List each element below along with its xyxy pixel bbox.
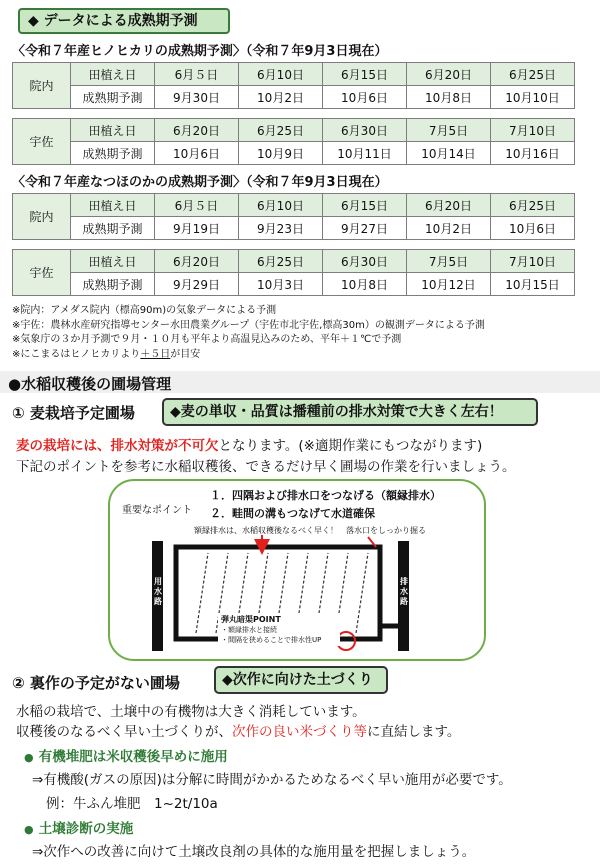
mole-drain-title: 弾丸暗渠POINT	[221, 615, 281, 624]
maturity-date: 10月2日	[407, 217, 491, 240]
planting-date: 6月15日	[323, 63, 407, 86]
planting-date: 6月30日	[323, 250, 407, 273]
section2-title: ② 裏作の予定がない圃場	[12, 674, 180, 692]
planting-date: 6月10日	[239, 194, 323, 217]
row-label: 成熟期予測	[71, 142, 155, 165]
planting-date: 6月20日	[155, 119, 239, 142]
maturity-date: 10月11日	[323, 142, 407, 165]
hinohikari-heading: 〈令和７年産ヒノヒカリの成熟期予測〉（令和７年9月3日現在）	[12, 44, 388, 59]
planting-date: 6月20日	[155, 250, 239, 273]
section1-line1	[16, 434, 482, 454]
hinohikari-usa-table	[12, 118, 575, 165]
planting-date: 6月15日	[323, 194, 407, 217]
planting-date: 6月５日	[155, 194, 239, 217]
section2-line2-post: に直結します。	[367, 724, 461, 740]
key-point-1: １．四隅および排水口をつなげる（額縁排水）	[210, 489, 441, 502]
maturity-date: 10月2日	[239, 86, 323, 109]
bullet-2-heading: 土壌診断の実施	[38, 821, 134, 837]
section1-callout: ◆麦の単収・品質は播種前の排水対策で大きく左右！	[162, 398, 538, 426]
maturity-date: 10月6日	[491, 217, 575, 240]
location-cell: 宇佐	[13, 250, 71, 296]
maturity-date: 10月16日	[491, 142, 575, 165]
row-label: 成熟期予測	[71, 217, 155, 240]
bullet-1	[24, 745, 228, 765]
note-line: ※宇佐：農林水産研究指導センター水田農業グループ（宇佐市北宇佐,標高30m）の観測データによる予測	[12, 319, 485, 331]
maturity-date: 9月19日	[155, 217, 239, 240]
planting-date: 6月30日	[323, 119, 407, 142]
section2-line2-pre: 収穫後のなるべく早い土づくりが、	[16, 724, 232, 740]
planting-date: 6月20日	[407, 63, 491, 86]
row-label: 成熟期予測	[71, 273, 155, 296]
planting-date: 6月25日	[239, 119, 323, 142]
maturity-date: 10月8日	[323, 273, 407, 296]
mole-drain-point: ・間隔を狭めることで排水性UP	[221, 636, 322, 644]
maturity-date: 9月23日	[239, 217, 323, 240]
planting-date: 6月25日	[239, 250, 323, 273]
planting-date: 6月20日	[407, 194, 491, 217]
section2-line1: 水稲の栽培で、土壌中の有機物は大きく消耗しています。	[16, 704, 366, 720]
maturity-date: 10月6日	[323, 86, 407, 109]
note-text: ※にこまるはヒノヒカリより	[12, 348, 141, 360]
bullet-2-text: ⇒次作への改善に向けて土壌改良剤の具体的な施用量を把握しましょう。	[32, 844, 476, 860]
row-label: 田植え日	[71, 63, 155, 86]
maturity-date: 10月10日	[491, 86, 575, 109]
maturity-date: 10月8日	[407, 86, 491, 109]
hinohikari-innai-table	[12, 62, 575, 109]
ditch-note: 額縁排水は、水稲収穫後なるべく早く！	[194, 526, 338, 535]
key-point-2: ２．畦間の溝もつなげて水道確保	[210, 507, 375, 520]
planting-date: 7月5日	[407, 250, 491, 273]
planting-date: 7月10日	[491, 250, 575, 273]
drainage-label: 排水路	[400, 577, 408, 606]
planting-date: 7月10日	[491, 119, 575, 142]
bullet-1-heading: 有機堆肥は米収穫後早めに施用	[38, 749, 228, 765]
natsuhonoka-heading: 〈令和７年産なつほのかの成熟期予測〉（令和７年9月3日現在）	[12, 175, 388, 190]
section2-callout: ◆次作に向けた土づくり	[214, 666, 388, 694]
planting-date: 6月10日	[239, 63, 323, 86]
planting-date: 6月５日	[155, 63, 239, 86]
location-cell: 宇佐	[13, 119, 71, 165]
section1-title: ① 麦栽培予定圃場	[12, 404, 135, 422]
maturity-date: 10月6日	[155, 142, 239, 165]
bullet-dot-icon: ●	[24, 823, 34, 836]
irrigation-label: 用水路	[154, 577, 162, 606]
note-text: が目安	[170, 348, 201, 360]
key-points-label: 重要なポイント	[122, 505, 192, 516]
management-heading: ●水稲収穫後の圃場管理	[8, 375, 172, 393]
planting-date: 6月25日	[491, 63, 575, 86]
maturity-date: 10月15日	[491, 273, 575, 296]
bullet-2	[24, 817, 133, 837]
note-emphasis: ＋５日	[140, 348, 171, 360]
maturity-date: 10月9日	[239, 142, 323, 165]
bullet-dot-icon: ●	[24, 751, 34, 764]
planting-date: 6月25日	[491, 194, 575, 217]
section1-emphasis: 麦の栽培には、排水対策が不可欠	[16, 438, 219, 454]
location-cell: 院内	[13, 194, 71, 240]
forecast-title: ◆ データによる成熟期予測	[18, 8, 230, 34]
maturity-date: 9月30日	[155, 86, 239, 109]
mole-drain-point: ・額縁排水と接続	[221, 626, 277, 634]
row-label: 田植え日	[71, 250, 155, 273]
bullet-1-example: 例：牛ふん堆肥 1~2t/10a	[46, 796, 218, 812]
forecast-notes	[12, 304, 485, 362]
note-line: ※院内：アメダス院内（標高90m)の気象データによる予測	[12, 305, 277, 316]
location-cell: 院内	[13, 63, 71, 109]
planting-date: 7月5日	[407, 119, 491, 142]
maturity-date: 10月12日	[407, 273, 491, 296]
row-label: 田植え日	[71, 119, 155, 142]
outlet-note: 落水口をしっかり掘る	[346, 526, 426, 535]
section1-line2: 下記のポイントを参考に水稲収穫後、できるだけ早く圃場の作業を行いましょう。	[16, 459, 516, 475]
section2-line2	[16, 720, 460, 740]
section1-line1-rest: となります。(※適期作業にもつながります)	[218, 438, 483, 454]
row-label: 成熟期予測	[71, 86, 155, 109]
maturity-date: 10月14日	[407, 142, 491, 165]
row-label: 田植え日	[71, 194, 155, 217]
drainage-diagram	[108, 479, 486, 661]
section2-emphasis: 次作の良い米づくり等	[232, 724, 367, 740]
maturity-date: 10月3日	[239, 273, 323, 296]
mole-drain-note	[218, 613, 340, 646]
maturity-date: 9月27日	[323, 217, 407, 240]
note-line	[12, 348, 485, 363]
natsuhonoka-innai-table	[12, 193, 575, 240]
bullet-1-text: ⇒有機酸(ガスの原因)は分解に時間がかかるためなるべく早い施用が必要です。	[32, 772, 512, 788]
note-line: ※気象庁の３か月予測で９月・１０月も平年より高温見込みのため、平年＋１℃で予測	[12, 334, 402, 345]
natsuhonoka-usa-table	[12, 249, 575, 296]
maturity-date: 9月29日	[155, 273, 239, 296]
